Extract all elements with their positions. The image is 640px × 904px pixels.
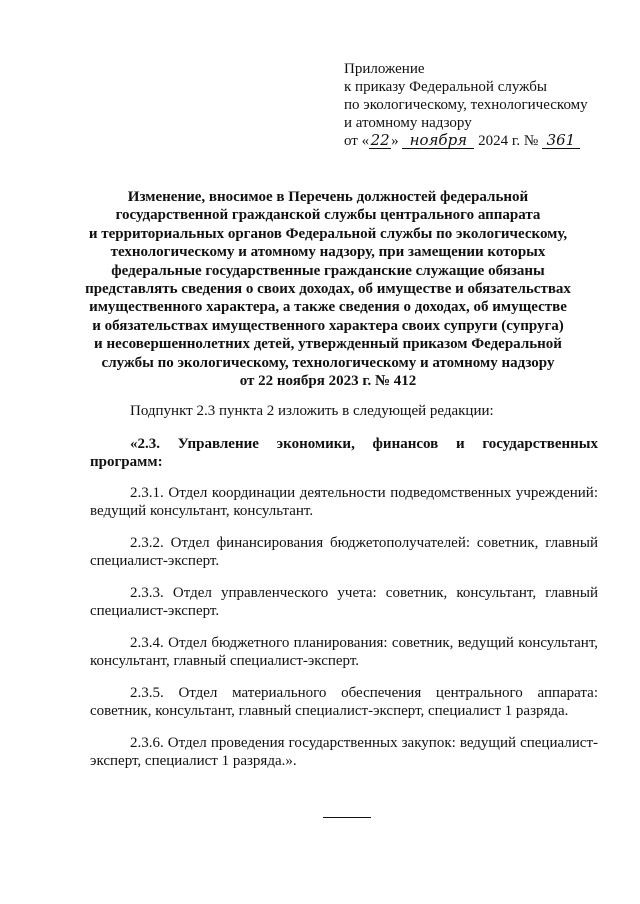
handwritten-month: ноября: [402, 132, 474, 149]
appendix-block: [344, 60, 614, 150]
title-line: представлять сведения о своих доходах, об имуществе и обязательствах: [85, 281, 571, 298]
title-line: и территориальных органов Федеральной службы по экологическому,: [88, 225, 568, 242]
appendix-service-line: по экологическому, технологическому: [344, 97, 588, 113]
closing-divider: [323, 817, 371, 818]
list-item: 2.3.6. Отдел проведения государственных закупок: ведущий специалист-эксперт, специалист 1 разряда.».: [90, 735, 598, 769]
appendix-supervision-line: и атомному надзору: [344, 115, 472, 131]
section-heading: «2.3. Управление экономики, финансов и государственных программ:: [90, 436, 598, 470]
date-year: 2024 г.: [478, 133, 521, 149]
handwritten-day: 22: [370, 131, 390, 149]
document-title: [70, 188, 586, 390]
list-item: 2.3.1. Отдел координации деятельности подведомственных учреждений: ведущий консультант, консультант.: [90, 485, 598, 519]
title-line: имущественного характера, а также сведения о доходах, об имуществе: [89, 299, 567, 316]
title-line: Изменение, вносимое в Перечень должностей федеральной: [127, 189, 529, 205]
date-mid: »: [391, 133, 399, 149]
list-item: 2.3.5. Отдел материального обеспечения центрального аппарата: советник, консультант, главный специалист-эксперт, специалист 1 разряда.: [90, 685, 598, 719]
title-line: и несовершеннолетних детей, утвержденный приказом Федеральной: [94, 336, 562, 353]
title-line: федеральные государственные гражданские служащие обязаны: [111, 262, 545, 279]
appendix-date-line: [344, 132, 614, 150]
list-item: 2.3.2. Отдел финансирования бюджетополучателей: советник, главный специалист-эксперт.: [90, 535, 598, 569]
handwritten-number: 361: [542, 132, 580, 149]
title-line: технологическому и атомному надзору, при замещении которых: [110, 244, 546, 261]
date-prefix: от «: [344, 133, 370, 149]
list-item: 2.3.4. Отдел бюджетного планирования: советник, ведущий консультант, консультант, главный специалист-эксперт.: [90, 635, 598, 669]
intro-paragraph: Подпункт 2.3 пункта 2 изложить в следующей редакции:: [130, 403, 494, 419]
title-line: государственной гражданской службы центрального аппарата: [115, 207, 541, 224]
document-body: [90, 402, 598, 784]
number-label: №: [523, 133, 539, 149]
list-item: 2.3.3. Отдел управленческого учета: советник, консультант, главный специалист-эксперт.: [90, 585, 598, 619]
title-line: и обязательствах имущественного характера своих супруги (супруга): [92, 317, 564, 334]
title-line: от 22 ноября 2023 г. № 412: [239, 373, 417, 390]
appendix-order-line: к приказу Федеральной службы: [344, 79, 548, 95]
appendix-label: Приложение: [344, 61, 425, 77]
title-line: службы по экологическому, технологическому и атомному надзору: [101, 354, 555, 371]
